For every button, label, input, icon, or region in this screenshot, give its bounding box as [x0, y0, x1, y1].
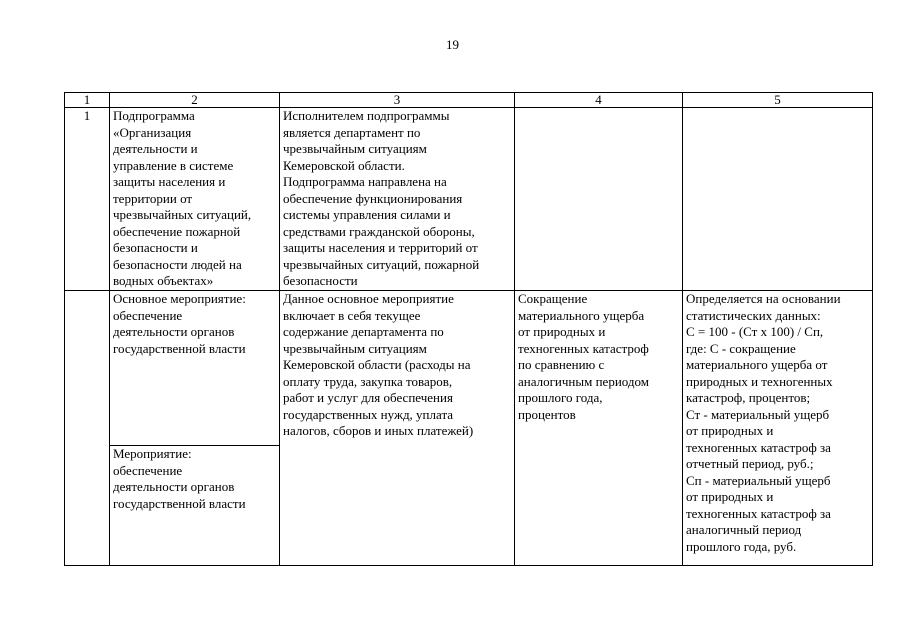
- row-number: 1: [65, 108, 110, 291]
- subprogram-description: Исполнителем подпрограммы является департамент по чрезвычайным ситуациям Кемеровской области. Подпрограмма направлена на обеспечение функционирования системы управления силами и средствами гражданской обороны, защиты населения и территорий от чрезвычайных ситуаций, пожарной безопасности: [280, 108, 515, 291]
- page-number: 19: [446, 37, 459, 52]
- header-row: [65, 93, 873, 108]
- subprogram-name: Подпрограмма «Организация деятельности и управление в системе защиты населения и территории от чрезвычайных ситуаций, обеспечение пожарной безопасности и безопасности людей на водных объектах»: [110, 108, 280, 291]
- main-activity-description: Данное основное мероприятие включает в себя текущее содержание департамента по чрезвычайным ситуациям Кемеровской области (расходы на оплату труда, закупка товаров, работ и услуг для обеспечения государственных нужд, уплата налогов, сборов и иных платежей): [280, 291, 515, 566]
- table-row: [65, 108, 873, 291]
- column-header-4: 4: [515, 93, 683, 108]
- subprogram-indicator: [515, 108, 683, 291]
- column-header-2: 2: [110, 93, 280, 108]
- table-row: [65, 291, 873, 446]
- main-activity-name: Основное мероприятие: обеспечение деятельности органов государственной власти: [110, 291, 280, 446]
- activity-name: Мероприятие: обеспечение деятельности органов государственной власти: [110, 446, 280, 566]
- row-number: [65, 291, 110, 566]
- program-table: [64, 92, 873, 566]
- column-header-1: 1: [65, 93, 110, 108]
- subprogram-method: [683, 108, 873, 291]
- column-header-3: 3: [280, 93, 515, 108]
- column-header-5: 5: [683, 93, 873, 108]
- main-activity-indicator: Сокращение материального ущерба от природных и техногенных катастроф по сравнению с аналогичным периодом прошлого года, процентов: [515, 291, 683, 566]
- main-activity-method: Определяется на основании статистических данных: С = 100 - (Ст х 100) / Сп, где: С - сокращение материального ущерба от природных и техногенных катастроф, процентов; Ст - материальный ущерб от природных и техногенных катастроф за отчетный период, руб.; Сп - материальный ущерб от природных и техногенных катастроф за аналогичный период прошлого года, руб.: [683, 291, 873, 566]
